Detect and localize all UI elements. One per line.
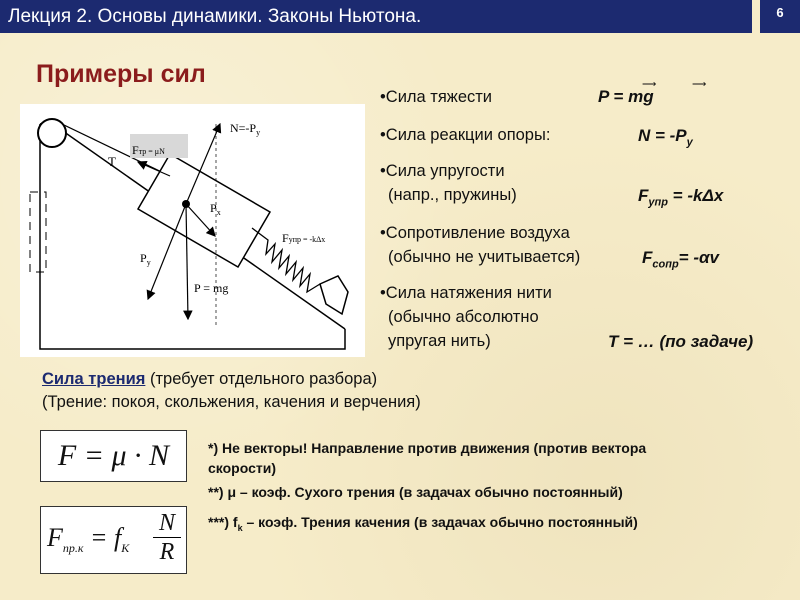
inclined-plane-diagram <box>20 104 365 357</box>
note-2: **) μ – коэф. Сухого трения (в задачах обычно постоянный) <box>208 484 623 500</box>
force-gravity-label: •Сила тяжести <box>380 88 493 106</box>
vector-arrow-icon: ⟶ <box>642 79 657 90</box>
force-air-formula: $F_{сопр}= -\alpha v$ <box>642 248 719 271</box>
slide-header <box>0 0 752 33</box>
force-normal-label: •Сила реакции опоры: <box>380 126 551 144</box>
forces-list <box>380 79 790 356</box>
lecture-title: Лекция 2. Основы динамики. Законы Ньютона. <box>8 6 422 27</box>
fraction: N R <box>153 509 181 566</box>
note-3: ***) $f_k$ – коэф. Трения качения (в задачах обычно постоянный) <box>208 514 638 533</box>
force-normal-formula: $N = -P_y$ <box>638 126 693 149</box>
force-tension-label-3: упругая нить) <box>388 332 491 350</box>
force-tension-formula: T = … (по задаче) <box>608 332 754 351</box>
hanging-weight <box>30 192 46 272</box>
vector-arrow-icon: ⟶ <box>692 79 707 90</box>
note-1-cont: скорости) <box>208 460 276 476</box>
friction-link[interactable]: Сила трения <box>42 370 146 388</box>
page-title: Примеры сил <box>36 60 206 88</box>
tension-label: T <box>108 154 116 169</box>
force-elastic-label-2: (напр., пружины) <box>388 186 517 204</box>
normal-label: $N=-P_y$ <box>230 121 261 137</box>
force-elastic-label-1: •Сила упругости <box>380 162 505 180</box>
friction-label: Fтр = μN <box>132 143 165 157</box>
px-label: $P_x$ <box>210 201 221 217</box>
force-tension-label-2: (обычно абсолютно <box>388 308 539 326</box>
friction-line-2: (Трение: покоя, скольжения, качения и верчения) <box>42 393 421 411</box>
note-1: *) Не векторы! Направление против движения (против вектора <box>208 440 647 456</box>
force-air-label-1: •Сопротивление воздуха <box>380 224 570 242</box>
slide-number: 6 <box>760 0 800 33</box>
rolling-friction-formula-box: $F_{пр.к} = f_K$ N R <box>40 506 187 574</box>
force-gravity-formula: P = mg <box>598 87 654 106</box>
friction-section <box>42 368 421 414</box>
wall <box>320 276 348 314</box>
pulley <box>38 119 66 147</box>
py-label: $P_y$ <box>140 251 151 267</box>
force-elastic-formula: $F_{упр} = -k\Delta x$ <box>638 186 724 209</box>
gravity-label: P = mg <box>194 281 229 295</box>
force-tension-label-1: •Сила натяжения нити <box>380 284 552 302</box>
friction-formula-box: F = μ · N <box>40 430 187 482</box>
diagram-svg <box>20 104 365 357</box>
friction-line-1: Сила трения (требует отдельного разбора) <box>42 370 378 388</box>
force-air-label-2: (обычно не учитывается) <box>388 248 581 266</box>
elastic-label: Fупр = -kΔx <box>282 231 326 245</box>
